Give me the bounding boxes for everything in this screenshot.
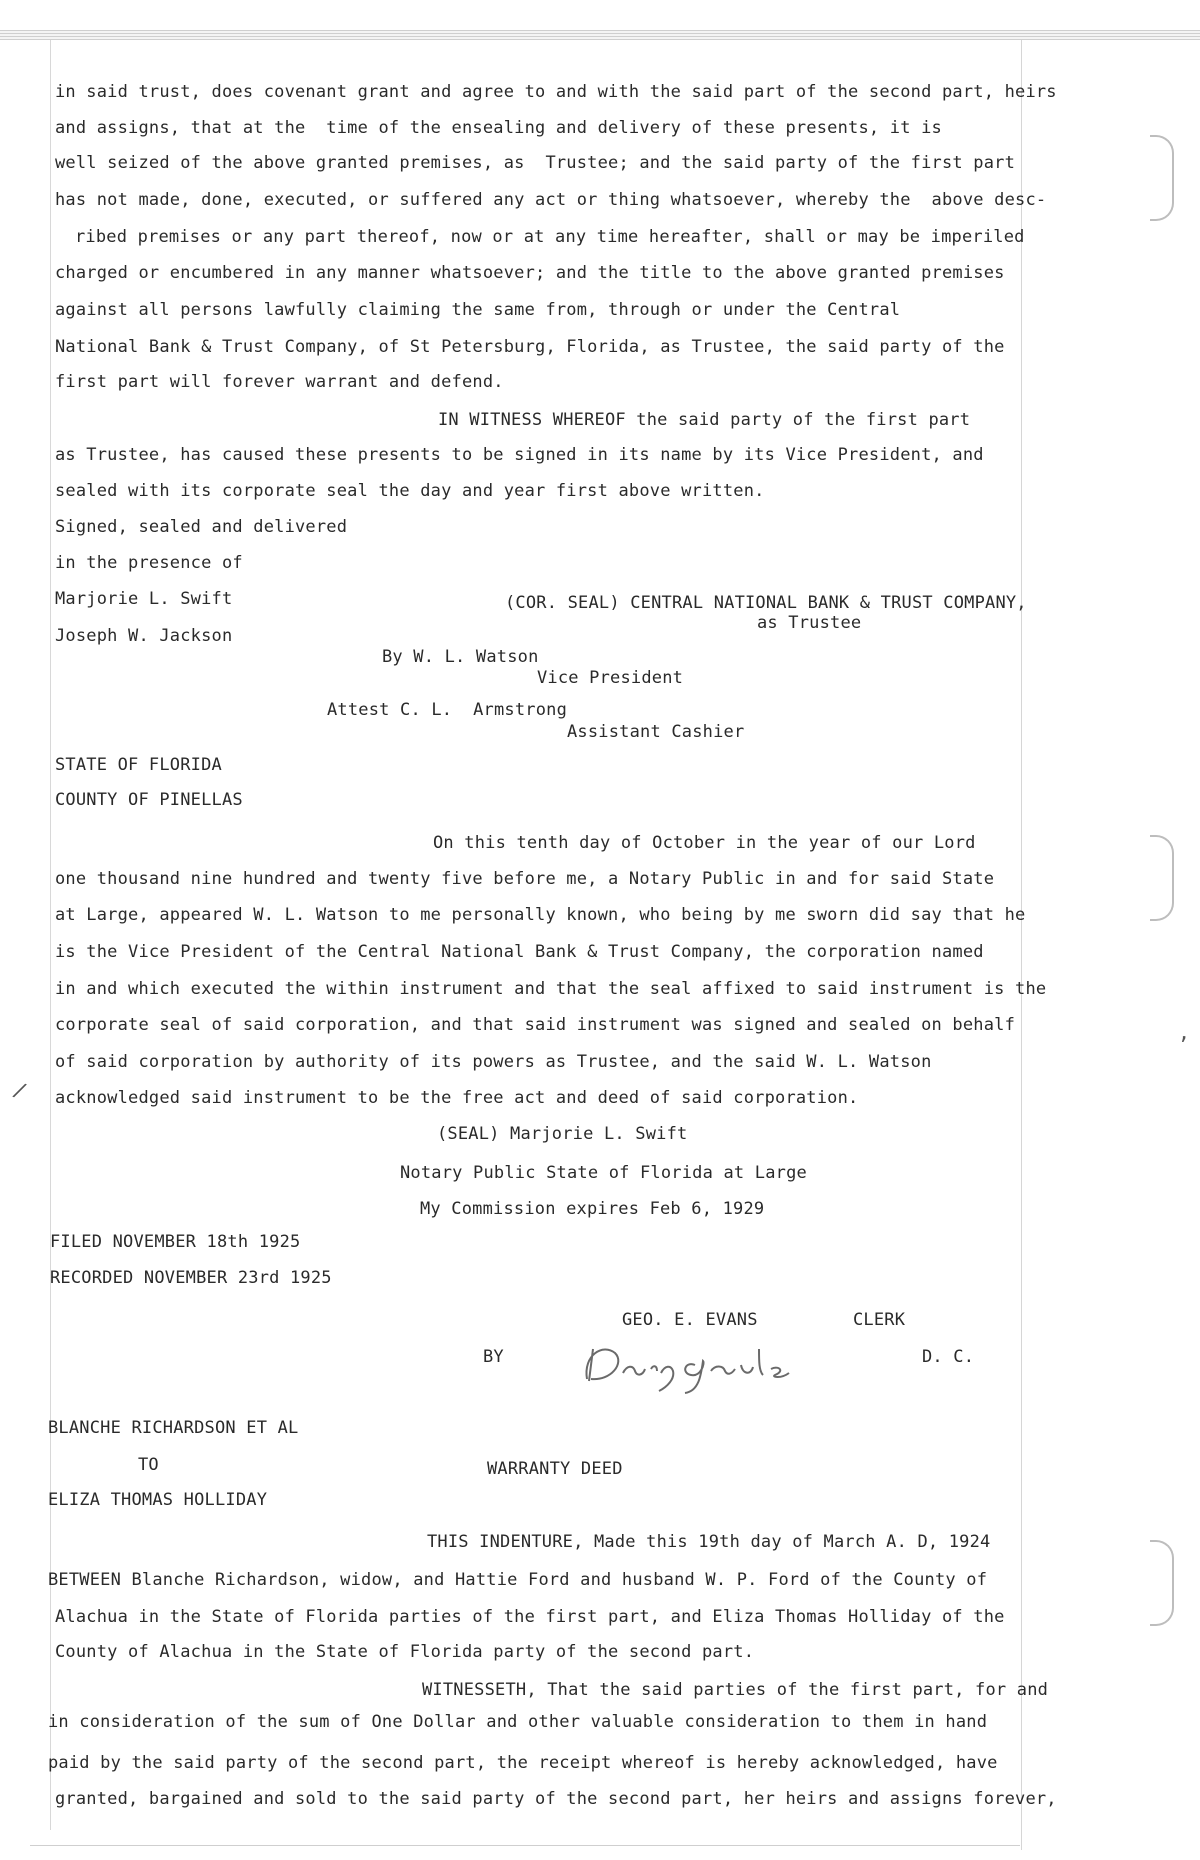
commission-expiry: My Commission expires Feb 6, 1929 bbox=[420, 1199, 765, 1219]
text-line: BETWEEN Blanche Richardson, widow, and Hattie Ford and husband W. P. Ford of the County of bbox=[48, 1570, 988, 1590]
bottom-edge-rule bbox=[30, 1845, 1020, 1847]
attest-title: Assistant Cashier bbox=[567, 722, 745, 742]
filed-date: FILED NOVEMBER 18th 1925 bbox=[50, 1232, 301, 1252]
deed-type: WARRANTY DEED bbox=[487, 1459, 623, 1479]
deputy-clerk-signature bbox=[575, 1335, 835, 1395]
left-margin-rule bbox=[50, 40, 52, 1830]
grantor-heading: BLANCHE RICHARDSON ET AL bbox=[48, 1418, 299, 1438]
witness-name: Marjorie L. Swift bbox=[55, 589, 233, 609]
text-line: County of Alachua in the State of Florida party of the second part. bbox=[55, 1642, 755, 1662]
right-margin-rule bbox=[1021, 40, 1023, 1850]
clerk-name: GEO. E. EVANS bbox=[622, 1310, 758, 1330]
text-line: at Large, appeared W. L. Watson to me personally known, who being by me sworn did say that he bbox=[55, 905, 1026, 925]
heading-to: TO bbox=[138, 1455, 159, 1475]
deputy-clerk-label: D. C. bbox=[922, 1347, 975, 1367]
text-line: well seized of the above granted premises, as Trustee; and the said party of the first part bbox=[55, 153, 1016, 173]
grantee-heading: ELIZA THOMAS HOLLIDAY bbox=[48, 1490, 268, 1510]
text-line: one thousand nine hundred and twenty five before me, a Notary Public in and for said State bbox=[55, 869, 995, 889]
text-line: and assigns, that at the time of the ensealing and delivery of these presents, it is bbox=[55, 118, 942, 138]
margin-pen-mark: / bbox=[10, 1076, 30, 1104]
margin-tick-mark: , bbox=[1178, 1020, 1191, 1044]
notary-seal-line: (SEAL) Marjorie L. Swift bbox=[437, 1124, 688, 1144]
top-scan-band bbox=[0, 30, 1200, 40]
text-line: National Bank & Trust Company, of St Petersburg, Florida, as Trustee, the said party of the bbox=[55, 337, 1005, 357]
venue-county: COUNTY OF PINELLAS bbox=[55, 790, 243, 810]
text-line: granted, bargained and sold to the said party of the second part, her heirs and assigns forever, bbox=[55, 1789, 1057, 1809]
text-line: paid by the said party of the second part, the receipt whereof is hereby acknowledged, have bbox=[48, 1753, 998, 1773]
recorded-date: RECORDED NOVEMBER 23rd 1925 bbox=[50, 1268, 332, 1288]
text-line: has not made, done, executed, or suffered any act or thing whatsoever, whereby the above desc- bbox=[55, 190, 1047, 210]
text-line: corporate seal of said corporation, and that said instrument was signed and sealed on behalf bbox=[55, 1015, 1016, 1035]
text-line: against all persons lawfully claiming the same from, through or under the Central bbox=[55, 300, 901, 320]
clerk-title: CLERK bbox=[853, 1310, 906, 1330]
text-line: Signed, sealed and delivered bbox=[55, 517, 348, 537]
attest-line: Attest C. L. Armstrong bbox=[327, 700, 568, 720]
text-line: sealed with its corporate seal the day and year first above written. bbox=[55, 481, 765, 501]
text-line: ribed premises or any part thereof, now or at any time hereafter, shall or may be imperiled bbox=[75, 227, 1025, 247]
venue-state: STATE OF FLORIDA bbox=[55, 755, 222, 775]
text-line: in consideration of the sum of One Dollar and other valuable consideration to them in hand bbox=[48, 1712, 988, 1732]
corporate-seal-line: (COR. SEAL) CENTRAL NATIONAL BANK & TRUST COMPANY, bbox=[505, 593, 1027, 613]
text-line: acknowledged said instrument to be the free act and deed of said corporation. bbox=[55, 1088, 859, 1108]
text-line: in the presence of bbox=[55, 553, 243, 573]
notary-title: Notary Public State of Florida at Large bbox=[400, 1163, 807, 1183]
text-line: WITNESSETH, That the said parties of the first part, for and bbox=[422, 1680, 1049, 1700]
binder-hole-bottom bbox=[1150, 1540, 1174, 1626]
binder-hole-middle bbox=[1150, 835, 1174, 921]
witness-name: Joseph W. Jackson bbox=[55, 626, 233, 646]
text-line: as Trustee, has caused these presents to be signed in its name by its Vice President, and bbox=[55, 445, 984, 465]
binder-hole-top bbox=[1150, 135, 1174, 221]
text-line: in and which executed the within instrument and that the seal affixed to said instrument is the bbox=[55, 979, 1047, 999]
signatory-title: Vice President bbox=[537, 668, 684, 688]
text-line: in said trust, does covenant grant and agree to and with the said part of the second part, heirs bbox=[55, 82, 1057, 102]
text-line: is the Vice President of the Central National Bank & Trust Company, the corporation named bbox=[55, 942, 984, 962]
text-line: of said corporation by authority of its powers as Trustee, and the said W. L. Watson bbox=[55, 1052, 932, 1072]
text-line: Alachua in the State of Florida parties of the first part, and Eliza Thomas Holliday of the bbox=[55, 1607, 1005, 1627]
trustee-capacity: as Trustee bbox=[757, 613, 862, 633]
by-label: BY bbox=[483, 1347, 504, 1367]
text-line: IN WITNESS WHEREOF the said party of the first part bbox=[438, 410, 971, 430]
text-line: On this tenth day of October in the year of our Lord bbox=[433, 833, 976, 853]
text-line: charged or encumbered in any manner whatsoever; and the title to the above granted premises bbox=[55, 263, 1005, 283]
text-line: first part will forever warrant and defend. bbox=[55, 372, 504, 392]
signatory-line: By W. L. Watson bbox=[382, 647, 539, 667]
text-line: THIS INDENTURE, Made this 19th day of March A. D, 1924 bbox=[427, 1532, 991, 1552]
